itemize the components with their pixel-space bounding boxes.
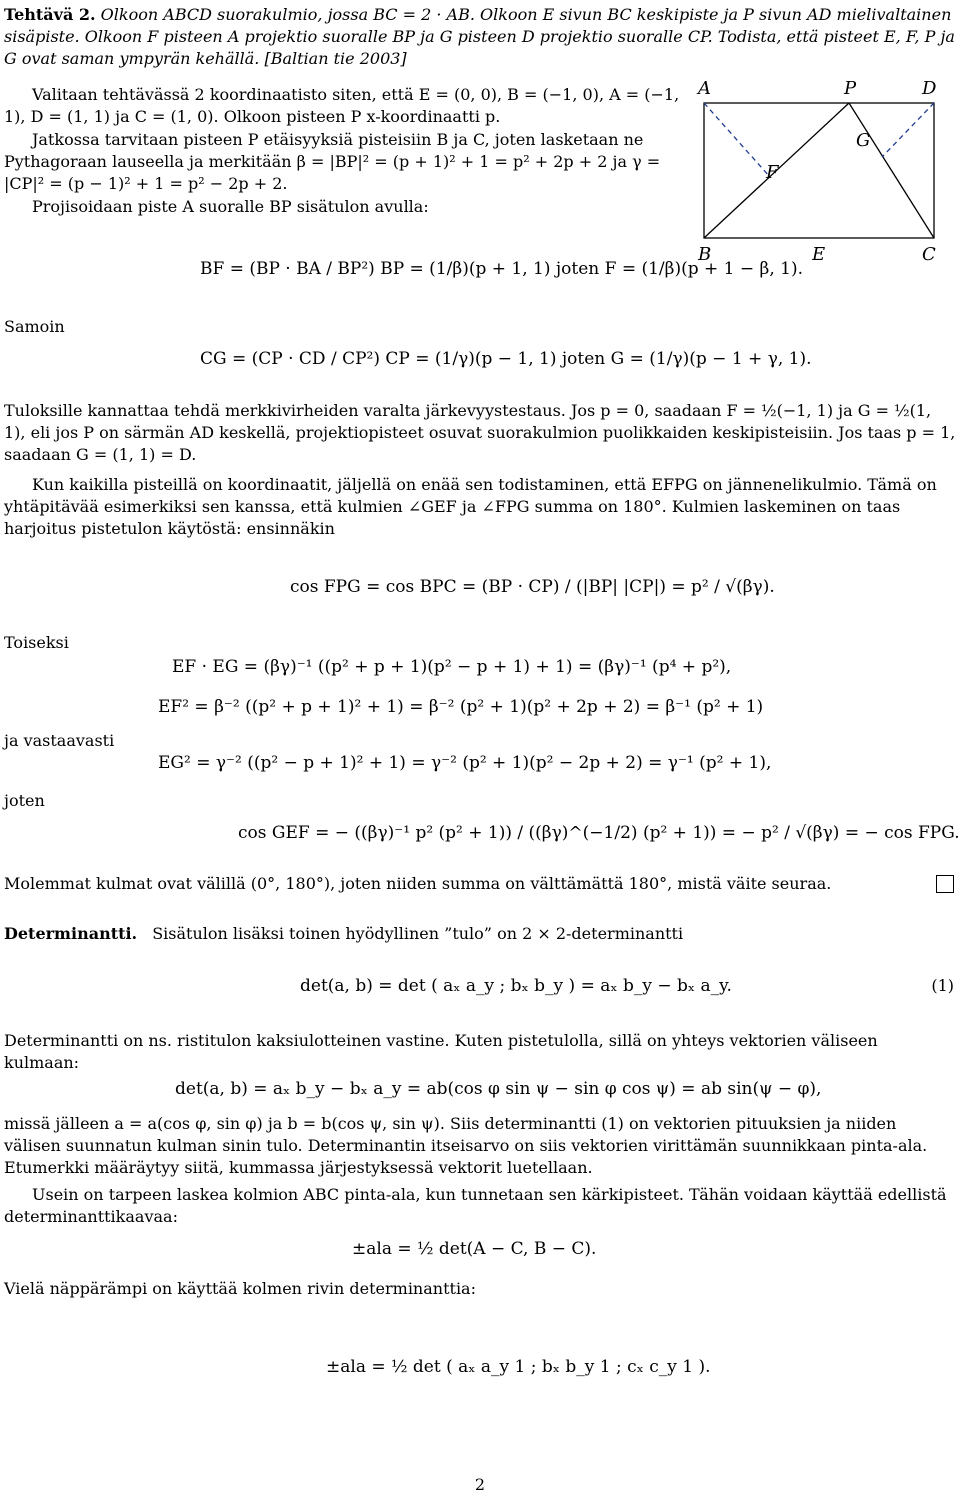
equation-det-angle: det(a, b) = aₓ b_y − bₓ a_y = ab(cos φ sin ψ − sin φ cos ψ) = ab sin(ψ − φ), [175, 1079, 822, 1099]
determinant-intro-text: Sisätulon lisäksi toinen hyödyllinen ”tulo” on 2 × 2-determinantti [152, 924, 684, 943]
equation-area: ±ala = ½ det(A − C, B − C). [352, 1239, 597, 1259]
paragraph-8: missä jälleen a = a(cos φ, sin φ) ja b = b(cos ψ, sin ψ). Siis determinantti (1) on vektorien pituuksien ja niiden välisen suunnatun kulman sinin tulo. Determinantin itseisarvo on siis vektorien virittämän suunnikkaan pinta-ala. Etumerkki määräytyy siitä, kummassa järjestyksessä vektorit luetellaan. [4, 1114, 928, 1177]
rectangle-figure [694, 78, 956, 268]
paragraph-2: Jatkossa tarvitaan pisteen P etäisyyksiä pisteisiin B ja C, joten lasketaan ne Pythagoraan lauseella ja merkitään β = |BP|² = (p + 1)² + 1 = p² + 2p + 2 ja γ = |CP|² = (p − 1)² + 1 = p² − 2p + 2. [4, 130, 661, 193]
page-number: 2 [474, 1475, 486, 1494]
equation-det-2x2: det(a, b) = det ( aₓ a_y ; bₓ b_y ) = aₓ b_y − bₓ a_y. [300, 976, 732, 996]
equation-ef-dot-eg: EF · EG = (βγ)⁻¹ ((p² + p + 1)(p² − p + 1) + 1) = (βγ)⁻¹ (p⁴ + p²), [172, 657, 732, 677]
label-joten: joten [4, 791, 45, 810]
label-ja-vastaavasti: ja vastaavasti [4, 731, 115, 750]
paragraph-9: Usein on tarpeen laskea kolmion ABC pinta-ala, kun tunnetaan sen kärkipisteet. Tähän voidaan käyttää edellistä determinanttikaavaa: [4, 1185, 947, 1226]
label-G: G [856, 130, 871, 151]
paragraph-7: Determinantti on ns. ristitulon kaksiulotteinen vastine. Kuten pistetulolla, sillä on yhteys vektorien väliseen kulmaan: [4, 1031, 878, 1072]
qed-box-icon [936, 875, 954, 893]
label-D: D [922, 78, 937, 99]
equation-eg-squared: EG² = γ⁻² ((p² − p + 1)² + 1) = γ⁻² (p² + 1)(p² − 2p + 2) = γ⁻¹ (p² + 1), [158, 753, 772, 773]
equation-cos-gef: cos GEF = − ((βγ)⁻¹ p² (p² + 1)) / ((βγ)^(−1/2) (p² + 1)) = − p² / √(βγ) = − cos FPG. [238, 823, 960, 843]
paragraph-4: Tuloksille kannattaa tehdä merkkivirheiden varalta järkevyystestaus. Jos p = 0, saadaan F = ½(−1, 1) ja G = ½(1, 1), eli jos P on särmän AD keskellä, projektiopisteet osuvat suorakulmion puolikkaiden keskipisteisiin. Jos taas p = 1, saadaan G = (1, 1) = D. [4, 401, 956, 464]
paragraph-3: Projisoidaan piste A suoralle BP sisätulon avulla: [32, 197, 429, 216]
equation-cos-fpg: cos FPG = cos BPC = (BP · CP) / (|BP| |CP|) = p² / √(βγ). [290, 577, 775, 597]
paragraph-5: Kun kaikilla pisteillä on koordinaatit, jäljellä on enää sen todistaminen, että EFPG on jännenelikulmio. Tämä on yhtäpitävää esimerkiksi sen kanssa, että kulmien ∠GEF ja ∠FPG summa on 180°. Kulmien laskeminen on taas harjoitus pistetulon käytöstä: ensinnäkin [4, 475, 937, 538]
equation-number-1: (1) [931, 976, 954, 995]
label-E: E [812, 244, 826, 265]
equation-ef-squared: EF² = β⁻² ((p² + p + 1)² + 1) = β⁻² (p² + 1)(p² + 2p + 2) = β⁻¹ (p² + 1) [158, 697, 764, 717]
label-toiseksi: Toiseksi [4, 633, 69, 652]
problem-label: Tehtävä 2. [4, 5, 96, 24]
label-A: A [698, 78, 711, 99]
label-samoin: Samoin [4, 317, 65, 336]
problem-text: Olkoon ABCD suorakulmio, jossa BC = 2 · AB. Olkoon E sivun BC keskipiste ja P sivun AD mielivaltainen sisäpiste. Olkoon F pisteen A projektio suoralle BP ja G pisteen D projektio suoralle CP. Todista, että pisteet E, F, P ja G ovat saman ympyrän kehällä. [Baltian tie 2003] [4, 5, 955, 68]
label-P: P [844, 78, 857, 99]
paragraph-1: Valitaan tehtävässä 2 koordinaatisto siten, että E = (0, 0), B = (−1, 0), A = (−1, 1), D = (1, 1) ja C = (1, 0). Olkoon pisteen P x-koordinaatti p. [4, 85, 680, 126]
paragraph-10: Vielä näppärämpi on käyttää kolmen rivin determinanttia: [4, 1279, 476, 1298]
problem-statement [4, 4, 956, 70]
figure-svg [694, 78, 956, 268]
equation-det-3x3: ±ala = ½ det ( aₓ a_y 1 ; bₓ b_y 1 ; cₓ c_y 1 ). [326, 1357, 711, 1377]
label-B: B [698, 244, 712, 265]
label-C: C [922, 244, 936, 265]
paragraph-6: Molemmat kulmat ovat välillä (0°, 180°), joten niiden summa on välttämättä 180°, mistä väite seuraa. [4, 874, 832, 893]
determinant-heading: Determinantti. [4, 924, 138, 943]
equation-bf: BF = (BP · BA / BP²) BP = (1/β)(p + 1, 1) joten F = (1/β)(p + 1 − β, 1). [200, 259, 804, 279]
label-F: F [766, 162, 779, 183]
determinant-intro [4, 923, 956, 945]
equation-cg: CG = (CP · CD / CP²) CP = (1/γ)(p − 1, 1) joten G = (1/γ)(p − 1 + γ, 1). [200, 349, 812, 369]
